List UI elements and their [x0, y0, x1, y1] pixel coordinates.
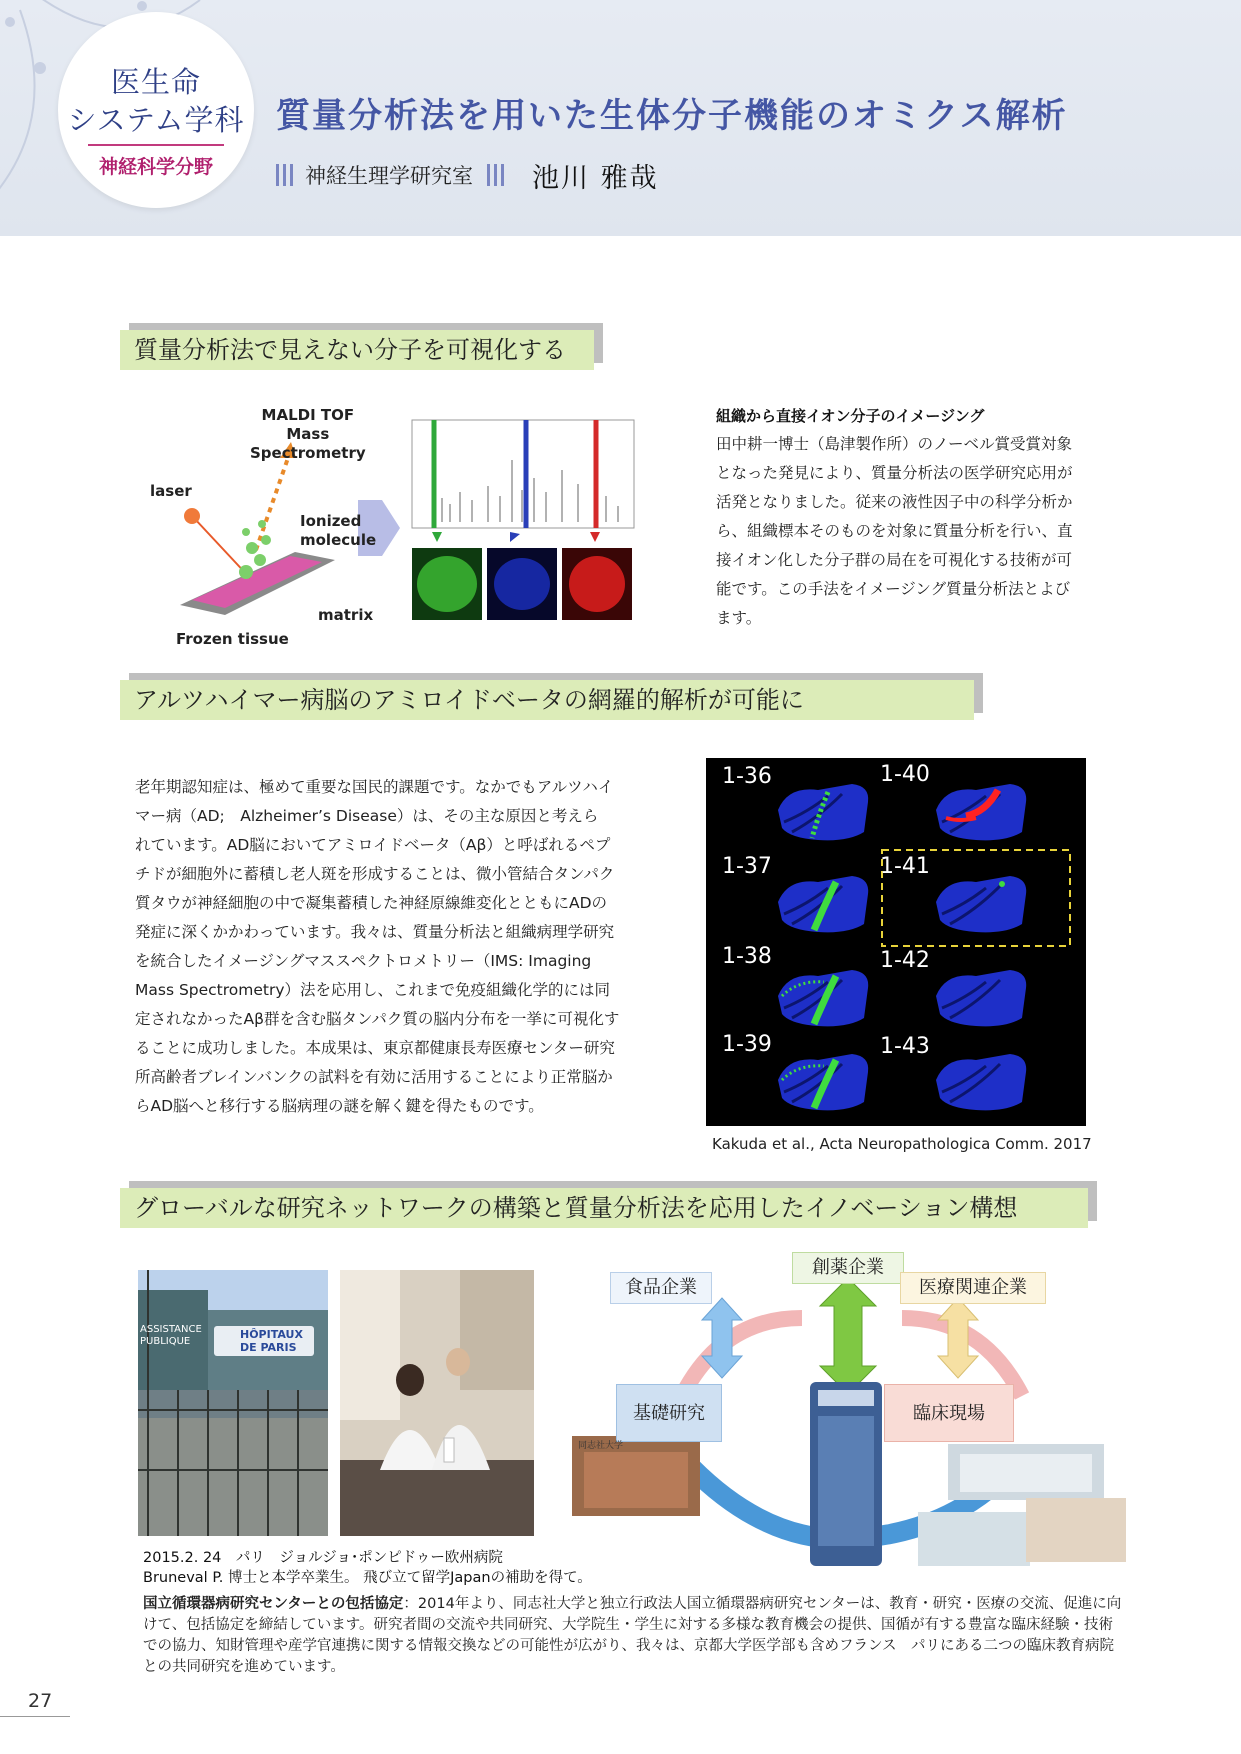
clinical-site-box: 臨床現場 — [884, 1384, 1014, 1442]
laser-label: laser — [150, 482, 192, 500]
peptide-label: 1-37 — [722, 854, 772, 879]
photo-caption-date: 2015.2. 24 パリ ジョルジョ･ポンピドゥー欧州病院 — [143, 1550, 503, 1566]
food-company-box: 食品企業 — [610, 1272, 712, 1304]
abeta-imaging-panel — [706, 758, 1086, 1126]
ionized-label: Ionized molecule — [300, 512, 377, 549]
hospital-sign-right: HÔPITAUX DE PARIS — [240, 1328, 303, 1354]
triple-bar-icon — [487, 164, 504, 186]
section1-heading: 質量分析法で見えない分子を可視化する — [120, 330, 594, 370]
alzheimer-body-text: 老年期認知症は、極めて重要な国民的課題です。なかでもアルツハイ マー病（AD; Alzheimer’s Disease）は、その主な原因と考えら れています。AD脳においてアミロイドベータ（Aβ）と呼ばれるペプ チドが細胞外に蓄積し老人斑を形成することは、微小管結合タンパク 質タウが神経細胞の中で凝集蓄積した神経原線維変化とともにADの 発症に深くかかわっています。我々は、質量分析法と組織病理学研究 を統合したイメージングマススペクトロメトリー（IMS: Imaging Mass Spectrometry）法を応用し、これまで免疫組織化学的には同 定されなかったAβ群を含む脳タンパク質の脳内分布を一挙に可視化す ることに成功しました。本成果は、東京都健康長寿医療センター研究 所高齢者ブレインバンクの試料を有効に活用することにより正常脳か らAD脳へと移行する脳病理の謎を解く鍵を得たものです。 — [135, 778, 620, 1115]
agreement-title: 国立循環器病研究センターとの包括協定 — [143, 1596, 404, 1612]
section3-heading: グローバルな研究ネットワークの構築と質量分析法を応用したイノベーション構想 — [120, 1188, 1088, 1228]
brain-image-1-38 — [778, 970, 868, 1026]
hospital-sign-left: ASSISTANCE PUBLIQUE — [140, 1324, 202, 1347]
brain-image-1-43 — [936, 1054, 1026, 1110]
department-name-line1: 医生命 — [110, 65, 201, 99]
peptide-label: 1-43 — [880, 1034, 930, 1059]
frozen-tissue-label: Frozen tissue — [176, 630, 289, 648]
ion-bubble — [258, 520, 266, 528]
basic-research-box: 基礎研究 — [616, 1384, 722, 1442]
laser-burst-icon — [184, 508, 200, 524]
agreement-paragraph — [143, 1594, 1127, 1678]
peptide-label: 1-40 — [880, 762, 930, 787]
photo-caption-people: Bruneval P. 博士と本学卒業生。 飛び立て留学Japanの補助を得て。 — [143, 1570, 592, 1586]
peptide-label: 1-38 — [722, 944, 772, 969]
page-header — [0, 0, 1241, 236]
clinic-building-image-2 — [1026, 1498, 1126, 1562]
spectrum-frame — [412, 420, 634, 528]
ion-bubble — [254, 554, 266, 566]
maldi-diagram — [150, 400, 680, 652]
agreement-text: ：2014年より、同志社大学と独立行政法人国立循環器病研究センターは、教育・研究・医療の交流、促進に向けて、包括協定を締結しています。研究者間の交流や共同研究、大学院生・学生に対する多様な教育機会の提供、国循が有する豊富な臨床経験・技術での協力、知財管理や産学官連携に関する情報交換などの可能性が広がり、我々は、京都大学医学部も含めフランス パリにある二つの臨床教育病院との共同研究を進めています。 — [143, 1596, 1122, 1675]
abeta-brain-images — [706, 758, 1086, 1126]
peptide-label: 1-36 — [722, 764, 772, 789]
figure-reference: Kakuda et al., Acta Neuropathologica Comm. 2017 — [712, 1135, 1092, 1153]
maldi-figure — [150, 400, 680, 652]
research-network-diagram — [572, 1248, 1132, 1566]
double-arrow-pharma — [820, 1278, 876, 1394]
matrix-label: matrix — [318, 606, 374, 624]
page-number-rule — [0, 1716, 70, 1717]
peptide-label: 1-39 — [722, 1032, 772, 1057]
triple-bar-icon — [276, 164, 293, 186]
department-badge — [58, 12, 254, 208]
brain-image-1-42 — [936, 970, 1026, 1026]
hospital-photo — [138, 1270, 328, 1536]
brain-image-1-36 — [778, 784, 868, 840]
lab-name: 神経生理学研究室 — [305, 164, 473, 188]
ion-bubble — [261, 535, 271, 545]
ion-bubble — [239, 565, 253, 579]
lab-author-row — [276, 158, 659, 192]
clinic-building-image-1 — [918, 1512, 1030, 1566]
university-sign: 同志社大学 — [578, 1441, 624, 1451]
brain-image-1-40 — [936, 784, 1026, 840]
section2-heading: アルツハイマー病脳のアミロイドベータの網羅的解析が可能に — [120, 680, 974, 720]
maldi-label: MALDI TOF Mass Spectrometry — [250, 406, 366, 462]
brain-image-1-37 — [778, 876, 868, 932]
department-divider — [88, 144, 224, 146]
ion-bubble — [242, 528, 250, 536]
imaging-caption-text: 田中耕一博士（島津製作所）のノーベル賞受賞対象 となった発見により、質量分析法の医学研究応用が 活発となりました。従来の液性因子中の科学分析か ら、組織標本そのものを対象に質量分析を行い、直 接イオン化した分子群の局在を可視化する技術が可 能です。この手法をイメージング質量分析法とよび ます。 — [716, 435, 1073, 627]
department-name-line2: システム学科 — [67, 103, 245, 137]
pharma-company-box: 創薬企業 — [792, 1252, 904, 1284]
peptide-label: 1-42 — [880, 948, 930, 973]
imaging-caption-title: 組織から直接イオン分子のイメージング — [716, 407, 985, 425]
brain-image-1-39 — [778, 1054, 868, 1110]
lab-photo — [340, 1270, 534, 1536]
department-field: 神経科学分野 — [98, 156, 213, 178]
page-number: 27 — [28, 1690, 53, 1712]
brain-image-1-41 — [936, 876, 1026, 932]
ion-path — [256, 458, 288, 550]
author-name: 池川 雅哉 — [532, 162, 659, 194]
ion-bubble — [246, 542, 258, 554]
page-title: 質量分析法を用いた生体分子機能のオミクス解析 — [276, 96, 1068, 136]
peptide-label: 1-41 — [880, 854, 930, 879]
medical-company-box: 医療関連企業 — [900, 1272, 1046, 1304]
